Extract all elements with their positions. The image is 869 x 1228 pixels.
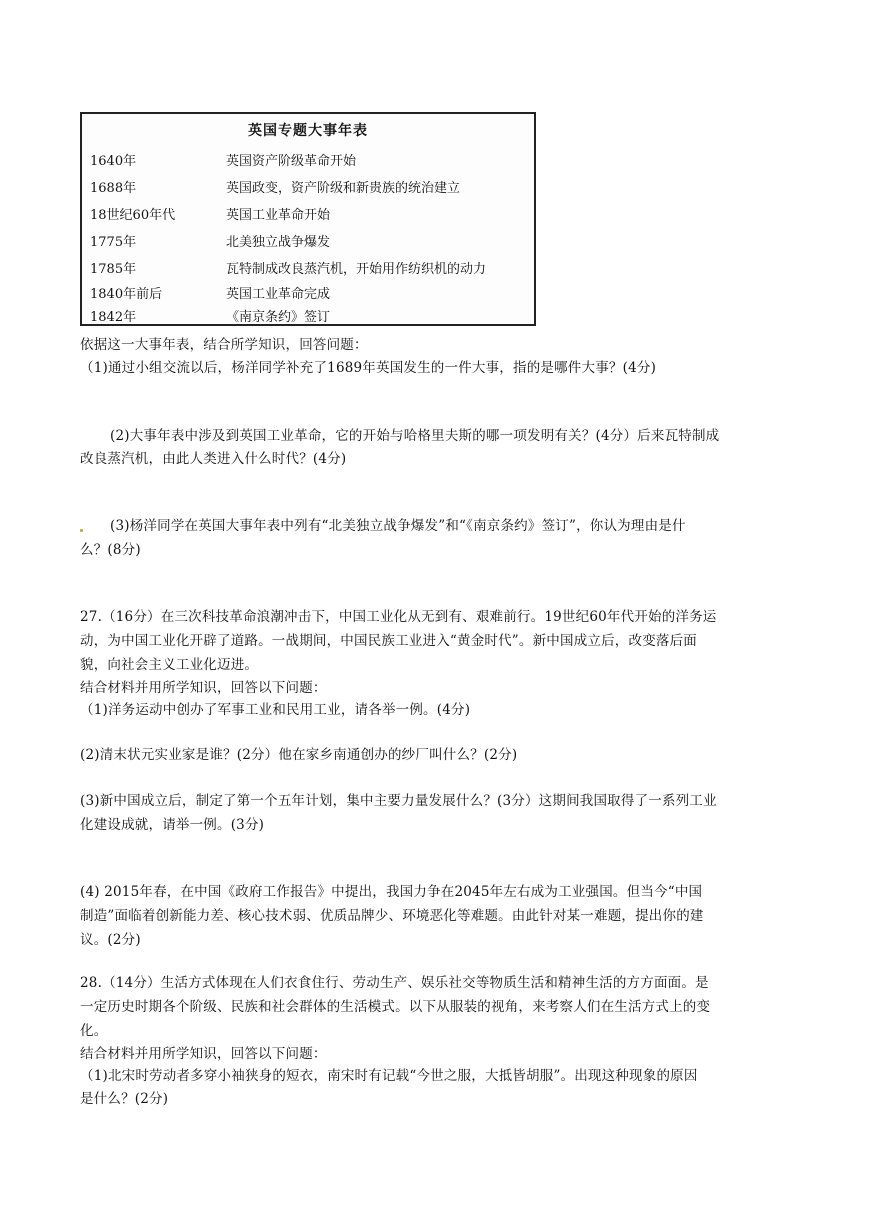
question-line: 27.（16分）在三次科技革命浪潮冲击下，中国工业化从无到有、艰难前行。19世纪60年代开始的洋务运 (80, 609, 717, 625)
question-line: 么？(8分) (80, 542, 141, 558)
timeline-year: 1640年 (90, 154, 137, 169)
timeline-year: 1842年 (90, 310, 137, 325)
question-line: (3)杨洋同学在英国大事年表中列有“北美独立战争爆发”和“《南京条约》签订”，你认为理由是什 (110, 518, 686, 534)
question-line: 改良蒸汽机，由此人类进入什么时代？(4分) (80, 451, 347, 467)
question-line: 化建设成就，请举一例。(3分) (80, 817, 265, 833)
timeline-event: 瓦特制成改良蒸汽机，开始用作纺织机的动力 (226, 262, 487, 277)
question-line: 貌，向社会主义工业化迈进。 (80, 657, 259, 673)
question-line: 是什么？(2分) (80, 1091, 169, 1107)
instruction-line: 结合材料并用所学知识，回答以下问题： (80, 680, 327, 696)
timeline-table (80, 112, 536, 326)
timeline-event: 英国政变，资产阶级和新贵族的统治建立 (226, 181, 461, 196)
question-line: 28.（14分）生活方式体现在人们衣食住行、劳动生产、娱乐社交等物质生活和精神生活的方方面面。是 (80, 975, 709, 991)
timeline-row (90, 283, 530, 307)
timeline-row (90, 231, 530, 255)
timeline-row (90, 204, 530, 228)
timeline-row (90, 150, 530, 174)
timeline-row (90, 177, 530, 201)
timeline-year: 18世纪60年代 (90, 208, 176, 223)
timeline-event: 《南京条约》签订 (226, 310, 331, 325)
question-line: 化。 (80, 1023, 108, 1039)
question-line: (3)新中国成立后，制定了第一个五年计划，集中主要力量发展什么？(3分）这期间我国取得了一系列工业 (80, 793, 717, 809)
timeline-event: 北美独立战争爆发 (226, 235, 331, 250)
timeline-event: 英国工业革命完成 (226, 287, 331, 302)
instruction-line: 依据这一大事年表，结合所学知识，回答问题： (80, 337, 368, 353)
question-line: （1)洋务运动中创办了军事工业和民用工业，请各举一例。(4分) (80, 702, 471, 718)
timeline-title: 英国专题大事年表 (248, 123, 368, 139)
instruction-line: 结合材料并用所学知识，回答以下问题： (80, 1046, 327, 1062)
question-line: (2)大事年表中涉及到英国工业革命，它的开始与哈格里夫斯的哪一项发明有关？(4分）后来瓦特制成 (110, 428, 720, 444)
question-line: 制造”面临着创新能力差、核心技术弱、优质品牌少、环境恶化等难题。由此针对某一难题，提出你的建 (80, 908, 704, 924)
question-line: （1)通过小组交流以后，杨洋同学补充了1689年英国发生的一件大事，指的是哪件大事？(4分) (80, 360, 657, 376)
timeline-year: 1785年 (90, 262, 137, 277)
question-line: (2)清末状元实业家是谁？(2分）他在家乡南通创办的纱厂叫什么？(2分) (80, 747, 518, 763)
timeline-year: 1775年 (90, 235, 137, 250)
timeline-year: 1688年 (90, 181, 137, 196)
timeline-row (90, 258, 530, 282)
speck-mark (80, 529, 83, 532)
question-line: (4) 2015年春，在中国《政府工作报告》中提出，我国力争在2045年左右成为工业强国。但当今“中国 (80, 884, 703, 900)
timeline-event: 英国工业革命开始 (226, 208, 331, 223)
question-line: （1)北宋时劳动者多穿小袖狭身的短衣，南宋时有记载“今世之服，大抵皆胡服”。出现这种现象的原因 (80, 1068, 698, 1084)
timeline-event: 英国资产阶级革命开始 (226, 154, 357, 169)
question-line: 一定历史时期各个阶级、民族和社会群体的生活模式。以下从服装的视角，来考察人们在生活方式上的变 (80, 999, 711, 1015)
timeline-row (90, 306, 530, 330)
timeline-year: 1840年前后 (90, 287, 163, 302)
question-line: 动，为中国工业化开辟了道路。一战期间，中国民族工业进入“黄金时代”。新中国成立后，改变落后面 (80, 633, 698, 649)
question-line: 议。(2分) (80, 932, 141, 948)
